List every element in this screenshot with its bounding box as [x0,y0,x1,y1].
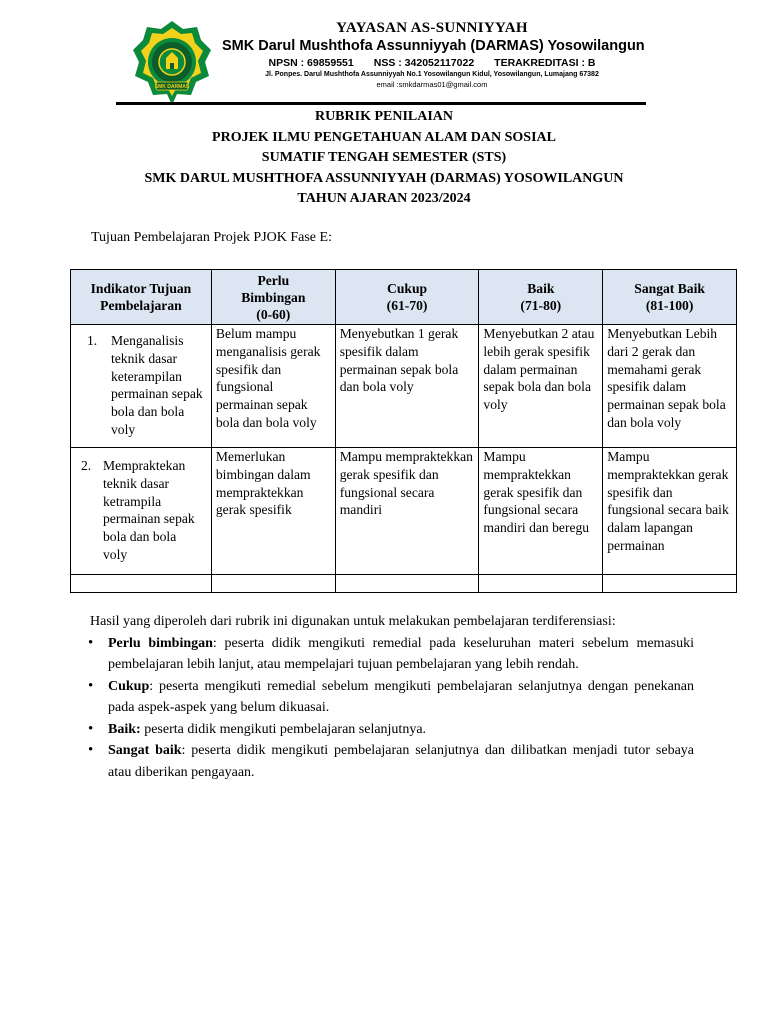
title-line-5: TAHUN AJARAN 2023/2024 [297,191,471,206]
header-sangat: Sangat Baik (81-100) [603,270,737,325]
school-ids [222,56,642,70]
list-item: • Baik: peserta didik mengikuti pembelajaran selanjutnya. [90,719,694,741]
bullet-icon: • [88,634,94,651]
header-divider [116,102,646,105]
school-address: Jl. Ponpes. Darul Mushthofa Assunniyyah No.1 Yosowilangun Kidul, Yosowilangun, Lumajang 67382 [265,71,599,78]
letterhead [222,20,645,90]
logo-text: SMK DARMAS [154,84,190,90]
cukup-cell: Menyebutkan 1 gerak spesifik dalam permainan sepak bola dan bola voly [335,325,479,448]
title-line-1: RUBRIK PENILAIAN [314,109,454,124]
nss: NSS : 342052117022 [373,57,475,69]
rubric-table [70,269,737,593]
header-baik: Baik (71-80) [479,270,603,325]
school-email: email :smkdarmas01@gmail.com [376,80,488,89]
title-line-4: SMK DARUL MUSHTHOFA ASSUNNIYYAH (DARMAS) YOSOWILANGUN [144,170,624,186]
cukup-cell: Mampu mempraktekkan gerak spesifik dan fungsional secara mandiri [335,448,479,575]
indicator-text: Mempraktekan teknik dasar ketrampila permainan sepak bola dan bola voly [103,458,195,562]
header-cukup: Cukup (61-70) [335,270,479,325]
notes-lead: Hasil yang diperoleh dari rubrik ini digunakan untuk melakukan pembelajaran terdiferensiasi: [90,614,616,629]
table-header-row [71,270,737,325]
header-perlu: Perlu Bimbingan (0-60) [211,270,335,325]
table-row [71,325,737,448]
school-name: SMK Darul Mushthofa Assunniyyah (DARMAS) Yosowilangun [222,38,645,54]
list-item: • Cukup: peserta mengikuti remedial sebelum mengikuti pembelajaran selanjutnya dengan penekanan pada aspek-aspek yang belum dikuasai. [88,677,694,715]
npsn: NPSN : 69859551 [268,57,354,69]
document-title [60,107,708,210]
bullet-icon: • [88,720,94,737]
indicator-text: Menganalisis teknik dasar keterampilan permainan sepak bola dan bola voly [111,333,203,437]
school-logo [132,20,212,106]
intro-text: Tujuan Pembelajaran Projek PJOK Fase E: [91,230,332,245]
indicator-cell: 1. Menganalisis teknik dasar keterampilan permainan sepak bola dan bola voly [71,325,212,448]
list-item: • Sangat baik: peserta didik mengikuti pembelajaran selanjutnya dan dilibatkan menjadi tutor sebaya atau diberikan pengayaan. [88,742,694,780]
sangat-cell: Mampu mempraktekkan gerak spesifik dan fungsional secara baik dalam lapangan permainan [603,448,737,575]
indicator-cell: 2. Mempraktekan teknik dasar ketrampila permainan sepak bola dan bola voly [71,448,212,575]
table-row [71,448,737,575]
title-line-2: PROJEK ILMU PENGETAHUAN ALAM DAN SOSIAL [212,129,556,145]
perlu-cell: Belum mampu menganalisis gerak spesifik dan fungsional permainan sepak bola dan bola voly [211,325,335,448]
bullet-icon: • [88,677,94,694]
notes-list [90,633,694,784]
baik-cell: Mampu mempraktekkan gerak spesifik dan fungsional secara mandiri dan beregu [479,448,603,575]
foundation-name: YAYASAN AS-SUNNIYYAH [336,20,528,36]
title-line-3: SUMATIF TENGAH SEMESTER (STS) [261,150,507,165]
bullet-icon: • [88,742,94,758]
table-row-empty [71,575,737,593]
list-item: • Perlu bimbingan: peserta didik mengikuti remedial pada keseluruhan materi sebelum memasuki pembelajaran lebih lanjut, atau mempelajari tujuan pembelajaran yang lebih rendah. [88,634,694,672]
baik-cell: Menyebutkan 2 atau lebih gerak spesifik dalam permainan sepak bola dan bola voly [479,325,603,448]
perlu-cell: Memerlukan bimbingan dalam mempraktekkan gerak spesifik [211,448,335,575]
accreditation: TERAKREDITASI : B [494,57,596,69]
header-indicator: Indikator Tujuan Pembelajaran [71,270,212,325]
notes-section [90,611,694,783]
sangat-cell: Menyebutkan Lebih dari 2 gerak dan memahami gerak spesifik dalam permainan sepak bola dan bola voly [603,325,737,448]
